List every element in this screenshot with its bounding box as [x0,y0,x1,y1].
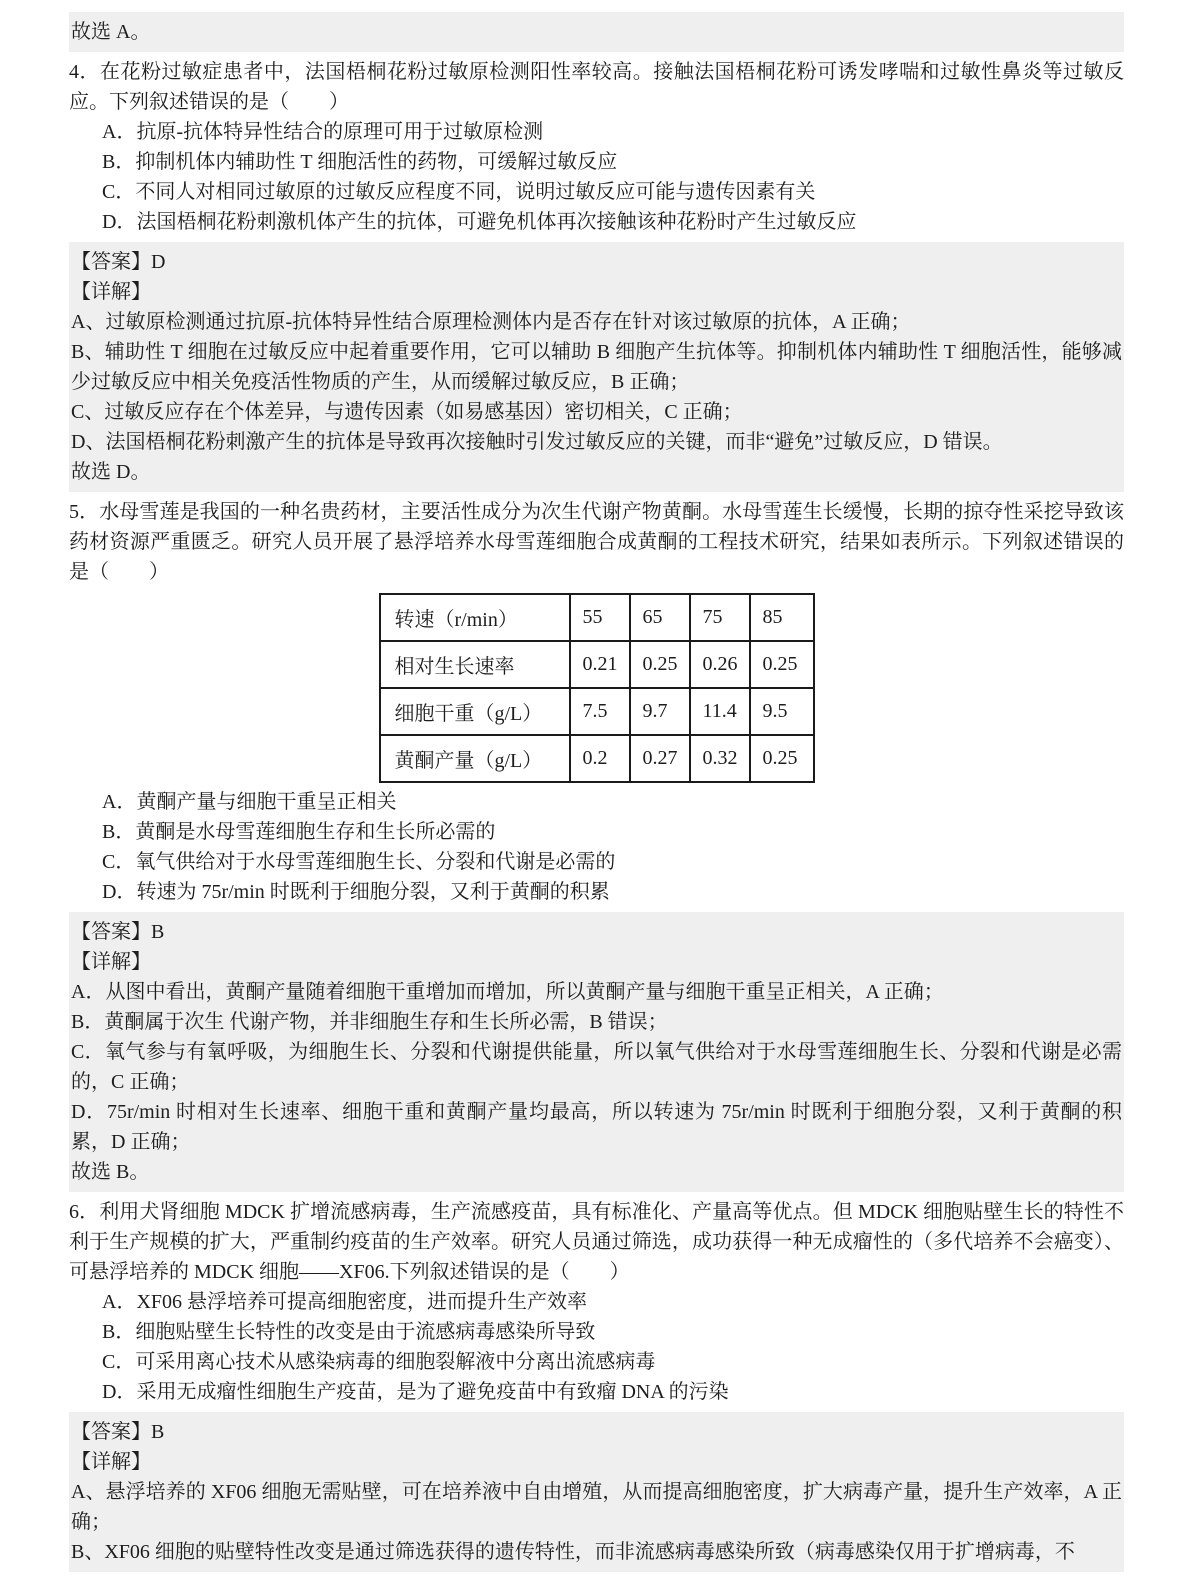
table-cell: 转速（r/min） [380,594,570,641]
question-6-option-b: B．细胞贴壁生长特性的改变是由于流感病毒感染所导致 [102,1321,596,1343]
culture-results-table [379,593,815,783]
table-cell: 0.32 [690,735,750,782]
table-row-flavone-yield [380,735,814,782]
question-4-option-b: B．抑制机体内辅助性 T 细胞活性的药物，可缓解过敏反应 [102,151,618,173]
question-4-option-d: D．法国梧桐花粉刺激机体产生的抗体，可避免机体再次接触该种花粉时产生过敏反应 [102,211,857,233]
detail-d: D、法国梧桐花粉刺激产生的抗体是导致再次接触时引发过敏反应的关键，而非“避免”过敏反应，D 错误。 [71,431,1003,453]
question-5-option-a: A．黄酮产量与细胞干重呈正相关 [102,791,397,813]
question-4-block [69,52,1124,242]
detail-b: B、XF06 细胞的贴壁特性改变是通过筛选获得的遗传特性，而非流感病毒感染所致（病毒感染仅用于扩增病毒，不 [71,1541,1075,1563]
table-row-relative-growth-rate [380,641,814,688]
table-cell: 相对生长速率 [380,641,570,688]
table-cell: 75 [690,594,750,641]
table-cell: 7.5 [570,688,630,735]
answer-label: 【答案】B [71,1421,165,1443]
table-cell: 0.25 [630,641,690,688]
detail-c: C、过敏反应存在个体差异，与遗传因素（如易感基因）密切相关，C 正确； [71,401,743,423]
question-6-option-d: D．采用无成瘤性细胞生产疫苗，是为了避免疫苗中有致瘤 DNA 的污染 [102,1381,729,1403]
table-cell: 9.7 [630,688,690,735]
table-row-cell-dry-weight [380,688,814,735]
detail-d: D．75r/min 时相对生长速率、细胞干重和黄酮产量均最高，所以转速为 75r/min 时既利于细胞分裂，又利于黄酮的积累，D 正确； [71,1101,1122,1153]
answer-label: 【答案】D [71,251,166,273]
answer-conclusion: 故选 A。 [71,21,151,43]
question-5-option-d: D．转速为 75r/min 时既利于细胞分裂，又利于黄酮的积累 [102,881,610,903]
question-5-stem: 5．水母雪莲是我国的一种名贵药材，主要活性成分为次生代谢产物黄酮。水母雪莲生长缓慢，长期的掠夺性采挖导致该药材资源严重匮乏。研究人员开展了悬浮培养水母雪莲细胞合成黄酮的工程技术研究，结果如表所示。下列叙述错误的是（ ） [69,501,1124,583]
table-cell: 0.25 [750,735,814,782]
table-cell: 9.5 [750,688,814,735]
table-cell: 0.2 [570,735,630,782]
detail-label: 【详解】 [71,281,151,303]
table-cell: 85 [750,594,814,641]
table-cell: 65 [630,594,690,641]
question-6-option-c: C．可采用离心技术从感染病毒的细胞裂解液中分离出流感病毒 [102,1351,656,1373]
table-row-rotation-speed [380,594,814,641]
question-4-option-a: A．抗原-抗体特异性结合的原理可用于过敏原检测 [102,121,544,143]
detail-c: C．氧气参与有氧呼吸，为细胞生长、分裂和代谢提供能量，所以氧气供给对于水母雪莲细胞生长、分裂和代谢是必需的，C 正确； [71,1041,1122,1093]
question-4-stem: 4．在花粉过敏症患者中，法国梧桐花粉过敏原检测阳性率较高。接触法国梧桐花粉可诱发哮喘和过敏性鼻炎等过敏反应。下列叙述错误的是（ ） [69,61,1124,113]
table-cell: 黄酮产量（g/L） [380,735,570,782]
answer-conclusion: 故选 D。 [71,461,151,483]
question-5-block [69,492,1124,912]
detail-a: A、悬浮培养的 XF06 细胞无需贴壁，可在培养液中自由增殖，从而提高细胞密度，扩大病毒产量，提升生产效率，A 正确； [71,1481,1122,1533]
table-cell: 细胞干重（g/L） [380,688,570,735]
answer-block-question-6 [69,1412,1124,1572]
table-cell: 11.4 [690,688,750,735]
question-5-option-c: C．氧气供给对于水母雪莲细胞生长、分裂和代谢是必需的 [102,851,616,873]
table-cell: 0.21 [570,641,630,688]
detail-label: 【详解】 [71,1451,151,1473]
question-4-option-c: C．不同人对相同过敏原的过敏反应程度不同，说明过敏反应可能与遗传因素有关 [102,181,816,203]
answer-block-previous-question [69,12,1124,52]
detail-a: A．从图中看出，黄酮产量随着细胞干重增加而增加，所以黄酮产量与细胞干重呈正相关，A 正确； [71,981,944,1003]
table-cell: 55 [570,594,630,641]
detail-label: 【详解】 [71,951,151,973]
detail-b: B．黄酮属于次生 代谢产物，并非细胞生存和生长所必需，B 错误； [71,1011,668,1033]
question-6-block [69,1192,1124,1412]
detail-a: A、过敏原检测通过抗原-抗体特异性结合原理检测体内是否存在针对该过敏原的抗体，A 正确； [71,311,911,333]
question-5-option-b: B．黄酮是水母雪莲细胞生存和生长所必需的 [102,821,496,843]
answer-block-question-4 [69,242,1124,492]
question-6-stem: 6．利用犬肾细胞 MDCK 扩增流感病毒，生产流感疫苗，具有标准化、产量高等优点。但 MDCK 细胞贴壁生长的特性不利于生产规模的扩大，严重制约疫苗的生产效率。研究人员通过筛选，成功获得一种无成瘤性的（多代培养不会癌变）、可悬浮培养的 MDCK 细胞——XF06.下列叙述错误的是（ ） [69,1201,1124,1283]
detail-b: B、辅助性 T 细胞在过敏反应中起着重要作用，它可以辅助 B 细胞产生抗体等。抑制机体内辅助性 T 细胞活性，能够减少过敏反应中相关免疫活性物质的产生，从而缓解过敏反应，B 正确； [71,341,1122,393]
table-cell: 0.25 [750,641,814,688]
answer-label: 【答案】B [71,921,165,943]
table-cell: 0.26 [690,641,750,688]
answer-block-question-5 [69,912,1124,1192]
question-6-option-a: A．XF06 悬浮培养可提高细胞密度，进而提升生产效率 [102,1291,588,1313]
answer-conclusion: 故选 B。 [71,1161,150,1183]
table-cell: 0.27 [630,735,690,782]
